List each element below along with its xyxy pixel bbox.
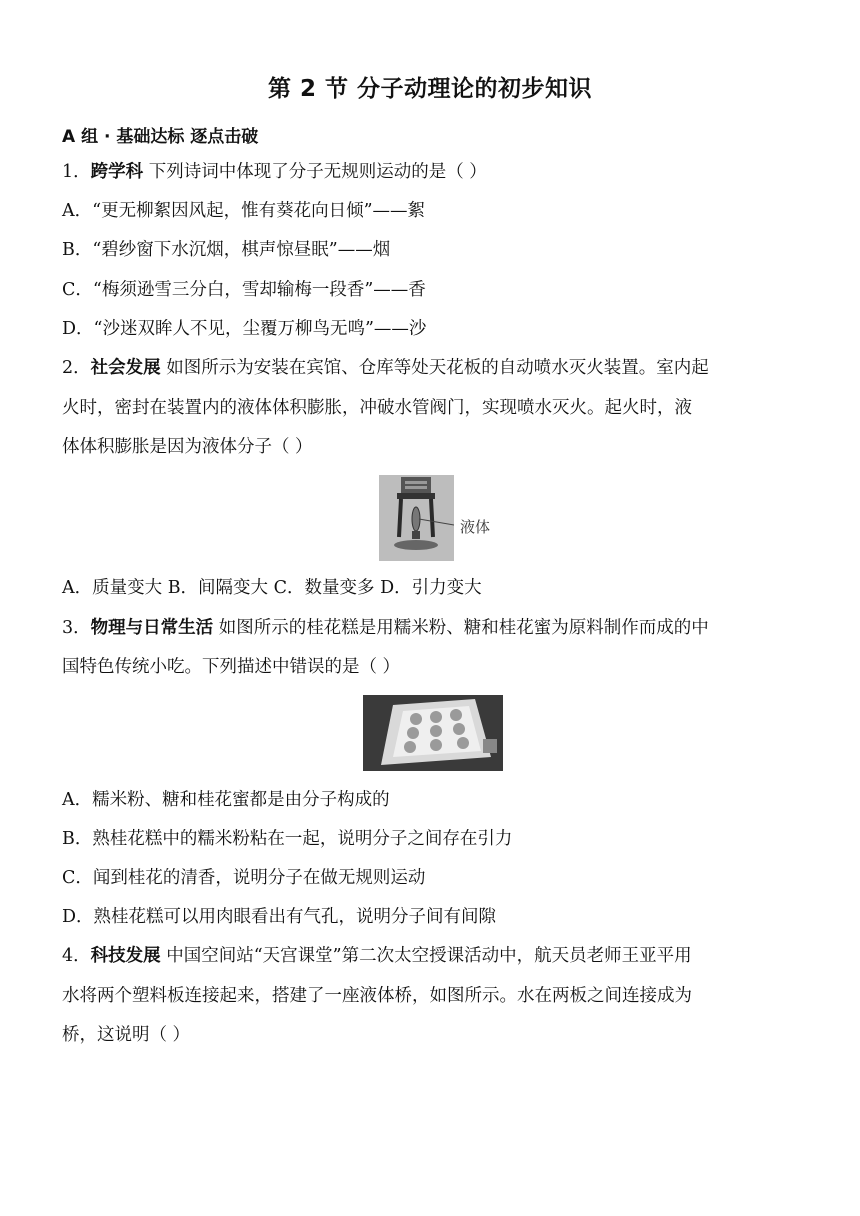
question-4-line-2: 水将两个塑料板连接起来，搭建了一座液体桥，如图所示。水在两板之间连接成为	[62, 986, 692, 1006]
question-tag: 物理与日常生活	[90, 618, 214, 638]
q2-options: A．质量变大 B．间隔变大 C．数量变多 D．引力变大	[62, 578, 482, 598]
question-3-stem	[62, 616, 709, 640]
question-number: 2．	[62, 358, 91, 378]
question-tag: 科技发展	[90, 946, 161, 966]
q3-option-d: D．熟桂花糕可以用肉眼看出有气孔，说明分子间有间隙	[62, 907, 497, 927]
question-tag: 跨学科	[90, 162, 144, 182]
q1-option-b: B．“碧纱窗下水沉烟，棋声惊昼眠”——烟	[62, 240, 391, 260]
question-1-stem	[62, 160, 487, 184]
q3-option-a: A．糯米粉、糖和桂花蜜都是由分子构成的	[62, 790, 390, 810]
question-4-stem	[62, 944, 692, 968]
question-text: 如图所示的桂花糕是用糯米粉、糖和桂花蜜为原料制作而成的中	[213, 618, 709, 638]
question-text: 如图所示为安装在宾馆、仓库等处天花板的自动喷水灭火装置。室内起	[160, 358, 709, 378]
q1-option-c: C．“梅须逊雪三分白，雪却输梅一段香”——香	[62, 280, 426, 300]
osmanthus-cake-figure	[363, 695, 503, 771]
figure-label-liquid: 液体	[460, 518, 491, 536]
question-tag: 社会发展	[90, 358, 161, 378]
question-2-line-2: 火时，密封在装置内的液体体积膨胀，冲破水管阀门，实现喷水灭火。起火时，液	[62, 398, 692, 418]
question-number: 3．	[62, 618, 91, 638]
question-text: 下列诗词中体现了分子无规则运动的是（ ）	[143, 162, 487, 182]
page-title: 第 2 节 分子动理论的初步知识	[267, 76, 593, 102]
sprinkler-figure	[379, 475, 454, 561]
section-heading: A 组 · 基础达标 逐点击破	[62, 127, 259, 147]
question-number: 1．	[62, 162, 91, 182]
q1-option-d: D．“沙迷双眸人不见，尘覆万柳鸟无鸣”——沙	[62, 319, 427, 339]
q1-option-a: A．“更无柳絮因风起，惟有葵花向日倾”——絮	[62, 201, 426, 221]
q3-option-b: B．熟桂花糕中的糯米粉粘在一起，说明分子之间存在引力	[62, 829, 513, 849]
q3-option-c: C．闻到桂花的清香，说明分子在做无规则运动	[62, 868, 426, 888]
question-4-line-3: 桥，这说明（ ）	[62, 1025, 191, 1045]
question-3-line-2: 国特色传统小吃。下列描述中错误的是（ ）	[62, 657, 401, 677]
question-number: 4．	[62, 946, 91, 966]
question-text: 中国空间站“天宫课堂”第二次太空授课活动中，航天员老师王亚平用	[160, 946, 692, 966]
question-2-stem	[62, 356, 709, 380]
question-2-line-3: 体体积膨胀是因为液体分子（ ）	[62, 437, 313, 457]
